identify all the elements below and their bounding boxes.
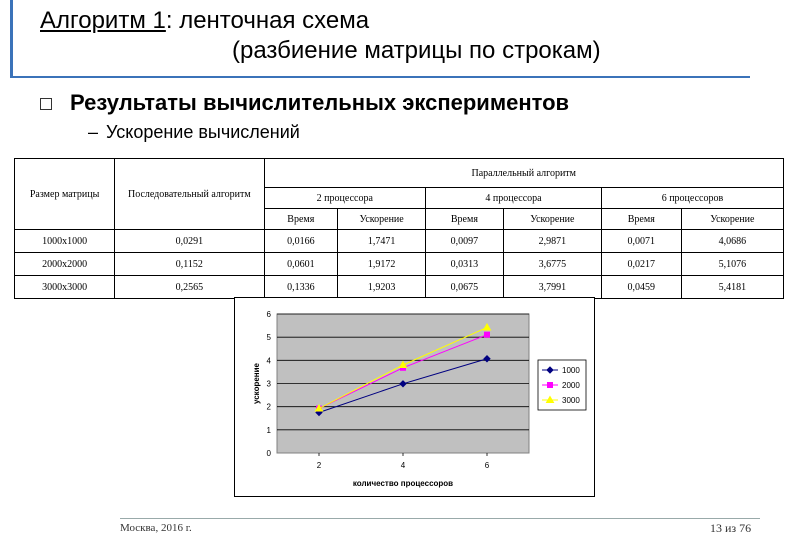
footer-divider bbox=[120, 518, 760, 519]
title-line-2: (разбиение матрицы по строкам) bbox=[232, 37, 601, 64]
cell-time-4: 0,0313 bbox=[426, 253, 504, 276]
table-row bbox=[15, 253, 784, 276]
cell-speedup-4: 3,6775 bbox=[503, 253, 601, 276]
title-accent-bar bbox=[10, 0, 13, 78]
title-underline-bar bbox=[10, 76, 750, 78]
page-number: 13 из 76 bbox=[710, 521, 752, 535]
header-speedup: Ускорение bbox=[681, 209, 783, 230]
legend-marker-2000 bbox=[548, 383, 553, 388]
cell-seq: 0,2565 bbox=[115, 276, 264, 299]
bullet-results bbox=[40, 90, 569, 116]
y-tick-label: 6 bbox=[266, 310, 271, 319]
cell-size: 3000x3000 bbox=[15, 276, 115, 299]
cell-size: 1000x1000 bbox=[15, 230, 115, 253]
header-4-procs: 4 процессора bbox=[426, 188, 602, 209]
cell-time-4: 0,0675 bbox=[426, 276, 504, 299]
title-scheme: : ленточная схема bbox=[165, 7, 370, 34]
cell-time-6: 0,0217 bbox=[601, 253, 681, 276]
cell-time-2: 0,1336 bbox=[264, 276, 338, 299]
cell-speedup-4: 3,7991 bbox=[503, 276, 601, 299]
y-tick-label: 3 bbox=[266, 379, 271, 389]
data-point-2000 bbox=[485, 332, 490, 337]
speedup-chart bbox=[234, 297, 595, 497]
header-speedup: Ускорение bbox=[503, 209, 601, 230]
cell-speedup-6: 5,4181 bbox=[681, 276, 783, 299]
dash-bullet: – bbox=[88, 122, 99, 142]
subbullet-text: Ускорение вычислений bbox=[106, 122, 300, 142]
cell-time-2: 0,0166 bbox=[264, 230, 338, 253]
cell-time-2: 0,0601 bbox=[264, 253, 338, 276]
footer-location: Москва, 2016 г. bbox=[120, 522, 192, 534]
x-tick-label: 4 bbox=[400, 461, 406, 470]
cell-time-6: 0,0459 bbox=[601, 276, 681, 299]
cell-speedup-6: 5,1076 bbox=[681, 253, 783, 276]
chart-svg bbox=[235, 298, 594, 496]
y-tick-label: 1 bbox=[266, 425, 271, 435]
y-axis-label: ускорение bbox=[252, 362, 261, 405]
cell-seq: 0,1152 bbox=[115, 253, 264, 276]
cell-speedup-6: 4,0686 bbox=[681, 230, 783, 253]
header-time: Время bbox=[601, 209, 681, 230]
title-algorithm: Алгоритм 1 bbox=[40, 7, 166, 34]
cell-size: 2000x2000 bbox=[15, 253, 115, 276]
header-matrix-size: Размер матрицы bbox=[15, 159, 115, 230]
header-speedup: Ускорение bbox=[338, 209, 426, 230]
cell-speedup-2: 1,9172 bbox=[338, 253, 426, 276]
header-sequential: Последовательный алгоритм bbox=[115, 159, 264, 230]
y-tick-label: 0 bbox=[266, 449, 271, 458]
legend-label-1000: 1000 bbox=[562, 366, 580, 375]
legend-label-2000: 2000 bbox=[562, 381, 580, 390]
header-6-procs: 6 процессоров bbox=[601, 188, 783, 209]
header-time: Время bbox=[426, 209, 504, 230]
cell-speedup-2: 1,7471 bbox=[338, 230, 426, 253]
x-tick-label: 6 bbox=[484, 461, 490, 470]
slide-title bbox=[40, 6, 601, 64]
x-tick-label: 2 bbox=[316, 461, 322, 470]
y-tick-label: 4 bbox=[266, 356, 271, 366]
cell-seq: 0,0291 bbox=[115, 230, 264, 253]
legend-label-3000: 3000 bbox=[562, 396, 580, 405]
bullet-text: Результаты вычислительных экспериментов bbox=[70, 90, 570, 115]
table-row bbox=[15, 276, 784, 299]
subbullet-speedup bbox=[88, 122, 300, 143]
header-time: Время bbox=[264, 209, 338, 230]
table-row bbox=[15, 230, 784, 253]
cell-speedup-2: 1,9203 bbox=[338, 276, 426, 299]
y-tick-label: 5 bbox=[266, 333, 271, 343]
header-2-procs: 2 процессора bbox=[264, 188, 426, 209]
cell-time-6: 0,0071 bbox=[601, 230, 681, 253]
cell-time-4: 0,0097 bbox=[426, 230, 504, 253]
results-table bbox=[14, 158, 784, 299]
x-axis-label: количество процессоров bbox=[352, 479, 454, 488]
header-parallel: Параллельный алгоритм bbox=[264, 159, 784, 188]
y-tick-label: 2 bbox=[266, 402, 271, 412]
checkbox-bullet-icon bbox=[40, 98, 52, 110]
cell-speedup-4: 2,9871 bbox=[503, 230, 601, 253]
